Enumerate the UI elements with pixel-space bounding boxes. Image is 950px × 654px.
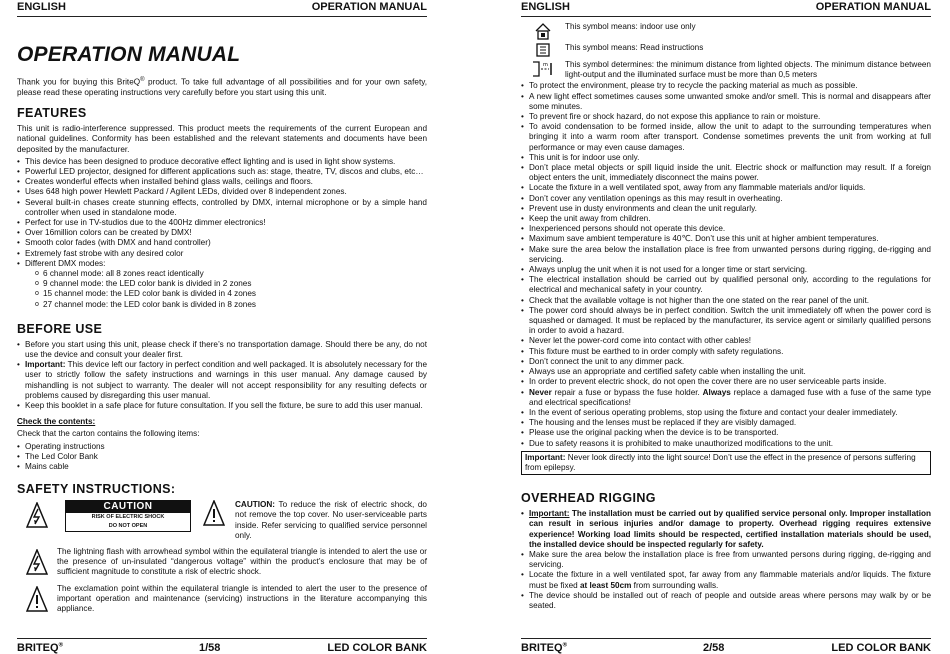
list-item: • Smooth color fades (with DMX and hand controller): [17, 238, 427, 248]
page-footer: [17, 638, 427, 654]
contents-list: [17, 442, 427, 473]
list-item: o 27 channel mode: the LED color bank is divided in 8 zones: [35, 300, 427, 310]
list-item: • Don’t cover any ventilation openings as this may result in overheating.: [521, 194, 931, 204]
caution-label-sub-1: RISK OF ELECTRIC SHOCK: [91, 514, 165, 521]
footer-brand-name: BRITEQ: [521, 642, 563, 654]
page-footer: [521, 638, 931, 654]
before-use-list: [17, 340, 427, 411]
footer-brand: [17, 642, 63, 654]
list-item: • In order to prevent electric shock, do not open the cover there are no user serviceable parts inside.: [521, 377, 931, 387]
list-item: • Prevent use in dusty environments and clean the unit regularly.: [521, 204, 931, 214]
list-item: • Operating instructions: [17, 442, 427, 452]
list-item: • Different DMX modes:: [17, 259, 427, 269]
list-item: • Locate the fixture in a well ventilated spot, away from any flammable materials and/or liquids.: [521, 183, 931, 193]
important-label: Important:: [25, 360, 66, 370]
symbol-distance-row: [521, 60, 931, 80]
list-item: • To prevent fire or shock hazard, do not expose this appliance to rain or moisture.: [521, 112, 931, 122]
contents-heading: Check the contents:: [17, 417, 96, 427]
important-text: Never look directly into the light source! Don’t use the effect in the presence of persons suffering from epilepsy.: [525, 452, 916, 472]
features-heading: FEATURES: [17, 106, 87, 121]
list-item: • Over 16million colors can be created by DMX!: [17, 228, 427, 238]
fuse-never-label: Never: [529, 387, 552, 397]
list-item: • Never let the power-cord come into contact with other cables!: [521, 336, 931, 346]
exclamation-text: The exclamation point within the equilateral triangle is intended to alert the user to the presence of important operation and maintenance (servicing) instructions in the literature accompanying this appliance.: [57, 583, 427, 614]
page-2: [521, 0, 931, 654]
rigging-text-c: from surrounding walls.: [631, 580, 719, 590]
rigging-heading: OVERHEAD RIGGING: [521, 491, 656, 506]
registered-mark: ®: [140, 77, 145, 83]
list-item: • Perfect for use in TV-studios due to the 400Hz dimmer electronics!: [17, 218, 427, 228]
contents-intro: Check that the carton contains the following items:: [17, 429, 200, 439]
list-item: • Make sure the area below the installation place is free from unwanted persons during rigging, de-rigging and servicing.: [521, 550, 931, 570]
intro-paragraph: [17, 75, 427, 98]
rigging-list: [521, 509, 931, 611]
list-item: • This fixture must be earthed to in order comply with safety regulations.: [521, 347, 931, 357]
list-item: • This device has been designed to produce decorative effect lighting and is used in light show systems.: [17, 157, 427, 167]
list-item: • The housing and the lenses must be replaced if they are visibly damaged.: [521, 418, 931, 428]
list-item: • Always use an appropriate and certified safety cable when installing the unit.: [521, 367, 931, 377]
rigging-text-a: Locate the fixture in a well ventilated spot, far away from any flammable materials and/or liquids. The fixture must be fixed: [529, 570, 931, 590]
fuse-always-label: Always: [702, 387, 731, 397]
house-icon: [521, 22, 565, 40]
caution-row: [17, 500, 427, 543]
footer-product: LED COLOR BANK: [831, 642, 931, 654]
footer-registered-mark: ®: [562, 642, 567, 649]
rigging-important-label: Important:: [529, 509, 570, 519]
page-header: [521, 0, 931, 17]
header-doc-title: OPERATION MANUAL: [311, 1, 427, 13]
page-1: [17, 0, 427, 654]
fuse-text-b: replace a damaged fuse with a fuse of the same type and electrical specifications!: [529, 387, 931, 407]
caution-text: [235, 500, 427, 541]
list-item: • Maximum save ambient temperature is 40℃. Don’t use this unit at higher ambient temperatures.: [521, 234, 931, 244]
important-label: Important:: [525, 452, 566, 462]
list-item: • Inexperienced persons should not operate this device.: [521, 224, 931, 234]
footer-registered-mark: ®: [58, 642, 63, 649]
list-item: • Always unplug the unit when it is not used for a longer time or start servicing.: [521, 265, 931, 275]
list-item: • Please use the original packing when the device is to be transported.: [521, 428, 931, 438]
list-item: [521, 570, 931, 590]
list-item: • The device should be installed out of reach of people and outside areas where persons may walk by or be seated.: [521, 591, 931, 611]
symbol-read-text: This symbol means: Read instructions: [565, 43, 704, 52]
caution-label-title: CAUTION: [66, 501, 190, 513]
page-2-body: [521, 22, 931, 611]
list-item: • The Led Color Bank: [17, 452, 427, 462]
important-note-box: [521, 451, 931, 475]
book-icon: [521, 43, 565, 57]
list-item: • Mains cable: [17, 462, 427, 472]
list-item: • Creates wonderful effects when installed behind glass walls, ceilings and floors.: [17, 177, 427, 187]
before-use-heading: BEFORE USE: [17, 321, 103, 336]
list-item: • Extremely fast strobe with any desired color: [17, 249, 427, 259]
dmx-modes-list: [17, 269, 427, 310]
list-item: • This unit is for indoor use only.: [521, 153, 931, 163]
list-item: • A new light effect sometimes causes some unwanted smoke and/or smell. This is normal and disappears after some minutes.: [521, 92, 931, 112]
footer-brand-name: BRITEQ: [17, 642, 59, 654]
list-item: • Don’t place metal objects or spill liquid inside the unit. Electric shock or malfunction may result. If a foreign object enters the unit, immediately disconnect the mains power.: [521, 163, 931, 183]
list-item: • Several built-in chases create stunning effects, controlled by DMX, internal microphone or by a simple hand controller when used in standalone mode.: [17, 198, 427, 218]
list-item: • Don’t connect the unit to any dimmer pack.: [521, 357, 931, 367]
list-item: [521, 509, 931, 550]
list-item: • To avoid condensation to be formed inside, allow the unit to adapt to the surrounding temperatures when bringing it into a warm room after transport. Condense sometimes prevents the unit from working at full performance or may even cause damages.: [521, 122, 931, 153]
footer-product: LED COLOR BANK: [327, 642, 427, 654]
distance-icon: [521, 60, 565, 78]
list-item: • Powerful LED projector, designed for different applications such as: stage, theatre, TV, discos and clubs, etc…: [17, 167, 427, 177]
list-item: • Make sure the area below the installation place is free from unwanted persons during rigging, de-rigging and servicing.: [521, 245, 931, 265]
footer-page-number: 2/58: [703, 642, 725, 654]
caution-label-sub-2: DO NOT OPEN: [108, 523, 148, 530]
rigging-important-text: The installation must be carried out by qualified service personal only. Improper installation can result in serious injuries and/or damage to property. Overhead rigging requires extensive experience! Working load limits should be respected, certified installation materials should be used, the installed device should be inspected regularly for safety.: [529, 509, 931, 549]
lightning-text: The lightning flash with arrowhead symbol within the equilateral triangle is intended to alert the use or the presence of un-insulated “dangerous voltage” within the product’s enclosure that may be of sufficient magnitude to constitute a risk of electric shock.: [57, 547, 427, 577]
list-item: • To protect the environment, please try to recycle the packing material as much as possible.: [521, 81, 931, 91]
list-item: • Keep the unit away from children.: [521, 214, 931, 224]
list-item: • Check that the available voltage is not higher than the one stated on the rear panel of the unit.: [521, 296, 931, 306]
features-list: [17, 157, 427, 269]
list-item: [521, 388, 931, 408]
list-item: • Before you start using this unit, please check if there’s no transportation damage. Should there be any, do not use the device and consult your dealer first.: [17, 340, 427, 360]
caution-text-body: To reduce the risk of electric shock, do not remove the top cover. No user-serviceable parts inside. Refer servicing to qualified service personnel only.: [235, 500, 427, 540]
caution-label: [65, 500, 191, 532]
page-1-body: [17, 24, 427, 620]
footer-page-number: 1/58: [199, 642, 221, 654]
exclamation-warning-icon: [17, 584, 57, 614]
lightning-warning-icon: [17, 500, 57, 530]
list-item: o 6 channel mode: all 8 zones react identically: [35, 269, 427, 279]
intro-text-a: Thank you for buying this BriteQ: [17, 77, 141, 87]
exclamation-row: [17, 584, 427, 617]
symbol-indoor-text: This symbol means: indoor use only: [565, 22, 696, 31]
safety-list: [521, 81, 931, 448]
lightning-row: [17, 547, 427, 580]
symbol-indoor-row: [521, 22, 931, 40]
page-header: [17, 0, 427, 17]
fuse-text-a: repair a fuse or bypass the fuse holder.: [551, 387, 703, 397]
features-intro: This unit is radio-interference suppressed. This product meets the requirements of the current European and national guidelines. Conformity has been established and the relevant statements and documents have been deposited by the manufacturer.: [17, 124, 427, 154]
list-item: • Due to safety reasons it is prohibited to make unauthorized modifications to the unit.: [521, 439, 931, 449]
list-item: • In the event of serious operating problems, stop using the fixture and contact your dealer immediately.: [521, 408, 931, 418]
safety-heading: SAFETY INSTRUCTIONS:: [17, 482, 176, 497]
list-item: • Keep this booklet in a safe place for future consultation. If you sell the fixture, be sure to add this user manual.: [17, 401, 427, 411]
header-doc-title: OPERATION MANUAL: [815, 1, 931, 13]
exclamation-warning-icon: [199, 500, 229, 526]
footer-brand: [521, 642, 567, 654]
header-language: ENGLISH: [17, 1, 66, 13]
important-text: This device left our factory in perfect condition and well packaged. It is absolutely necessary for the user to strictly follow the safety instructions and warnings in this user manual. Any damage caused by mishandling is not subject to warranty. The dealer will not accept responsibility for any resulting defects or problems caused by disregarding this user manual.: [25, 360, 427, 400]
lightning-warning-icon: [17, 547, 57, 577]
caution-text-label: CAUTION:: [235, 500, 276, 510]
intro-text-b: product. To take full advantage of all possibilities and for your own safety, please read these operating instructions very carefully before you start using this unit.: [17, 77, 427, 97]
header-language: ENGLISH: [521, 1, 570, 13]
list-item: • The electrical installation should be carried out by qualified personal only, according to the regulations for electrical and mechanical safety in your country.: [521, 275, 931, 295]
list-item: o 9 channel mode: the LED color bank is divided in 2 zones: [35, 279, 427, 289]
svg-text:m: m: [543, 62, 548, 68]
list-item: • The power cord should always be in perfect condition. Switch the unit immediately off when the power cord is squashed or damaged. It must be replaced by the manufacturer, its service agent or similarly qualified persons in order to avoid a hazard.: [521, 306, 931, 337]
rigging-distance: at least 50cm: [579, 580, 632, 590]
page-title: OPERATION MANUAL: [17, 43, 241, 66]
list-item: o 15 channel mode: the LED color bank is divided in 4 zones: [35, 289, 427, 299]
list-item: • Uses 648 high power Hewlett Packard / Agilent LEDs, divided over 8 independent zones.: [17, 187, 427, 197]
symbol-distance-text: This symbol determines: the minimum distance from lighted objects. The minimum distance between light-output and the illuminated surface must be more than 0,5 meters: [565, 60, 931, 80]
list-item: [17, 360, 427, 401]
symbol-read-row: [521, 43, 931, 57]
